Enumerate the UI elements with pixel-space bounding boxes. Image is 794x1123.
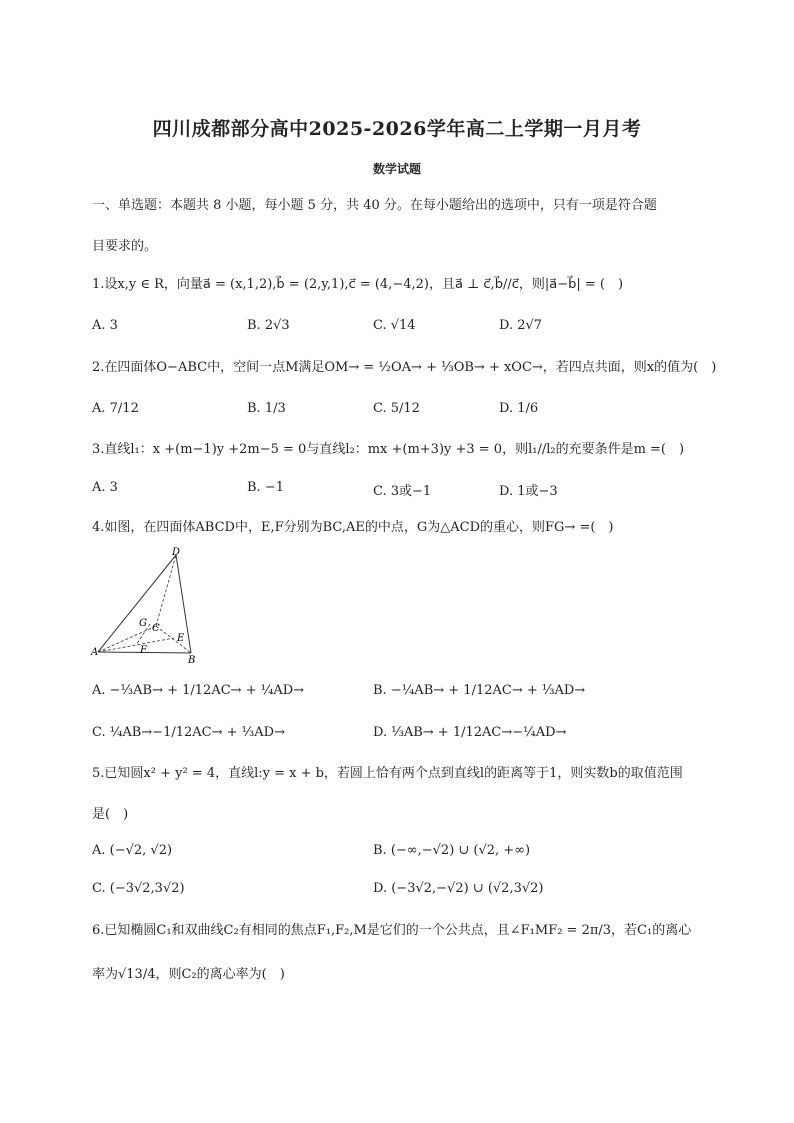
question-5-option-a: A. (−√2, √2) (92, 843, 173, 858)
question-3-option-c: C. 3或−1 (373, 484, 432, 499)
question-3-option-d: D. 1或−3 (499, 484, 558, 499)
question-2-stem: 2.在四面体O−ABC中，空间一点M满足OM→ = ½OA→ + ⅓OB→ + xOC→，若四点共面，则x的值为( ) (92, 360, 717, 375)
question-4-option-d: D. ⅓AB→ + 1/12AC→−¼AD→ (373, 725, 567, 740)
question-1-stem: 1.设x,y ∈ R，向量a⃗ = (x,1,2),b⃗ = (2,y,1),c⃗ = (4,−4,2)，且a⃗ ⊥ c⃗,b⃗//c⃗，则|a⃗−b⃗| = ( ) (92, 277, 624, 292)
question-5-option-b: B. (−∞,−√2) ∪ (√2, +∞) (373, 843, 531, 858)
question-2-option-a: A. 7/12 (92, 401, 139, 416)
question-1-option-c: C. √14 (373, 318, 416, 333)
edge-cd (156, 555, 176, 626)
question-5-option-c: C. (−3√2,3√2) (92, 881, 185, 896)
question-6-stem-line2: 率为√13/4，则C₂的离心率为( ) (92, 967, 285, 982)
label-d: D (172, 547, 181, 558)
label-b: B (188, 655, 196, 666)
question-2-option-b: B. 1/3 (247, 401, 286, 416)
question-1-option-d: D. 2√7 (499, 318, 543, 333)
question-4-option-c: C. ¼AB→−1/12AC→ + ⅓AD→ (92, 725, 285, 740)
section-intro-line1: 一、单选题：本题共 8 小题，每小题 5 分，共 40 分。在每小题给出的选项中，只有一项是符合题 (92, 198, 657, 213)
tetrahedron-figure (90, 545, 210, 667)
edge-ad (98, 555, 176, 652)
label-c: C (152, 623, 160, 634)
question-2-option-c: C. 5/12 (373, 401, 420, 416)
question-5-stem-line2: 是( ) (92, 807, 129, 822)
label-f: F (140, 645, 147, 656)
label-a: A (91, 647, 99, 658)
question-4-stem: 4.如图，在四面体ABCD中，E,F分别为BC,AE的中点，G为△ACD的重心，则FG→ =( ) (92, 520, 614, 535)
label-g: G (139, 618, 147, 629)
question-3-option-a: A. 3 (92, 480, 118, 495)
edge-cb (156, 626, 191, 653)
question-3-stem: 3.直线l₁：x +(m−1)y +2m−5 = 0与直线l₂：mx +(m+3)y +3 = 0，则l₁//l₂的充要条件是m =( ) (92, 442, 685, 457)
section-intro-line2: 目要求的。 (92, 239, 158, 254)
page-title: 四川成都部分高中2025-2026学年高二上学期一月月考 (152, 118, 642, 140)
question-3-option-b: B. −1 (247, 480, 284, 495)
question-4-option-b: B. −¼AB→ + 1/12AC→ + ⅓AD→ (373, 683, 586, 698)
question-4-option-a: A. −⅓AB→ + 1/12AC→ + ¼AD→ (92, 683, 305, 698)
question-6-stem-line1: 6.已知椭圆C₁和双曲线C₂有相同的焦点F₁,F₂,M是它们的一个公共点，且∠F₁MF₂ = 2π/3，若C₁的离心 (92, 923, 692, 938)
edge-ac (98, 626, 156, 652)
label-e: E (177, 633, 185, 644)
question-2-option-d: D. 1/6 (499, 401, 539, 416)
question-1-option-a: A. 3 (92, 318, 118, 333)
question-1-option-b: B. 2√3 (247, 318, 290, 333)
question-5-stem-line1: 5.已知圆x² + y² = 4，直线l:y = x + b，若圆上恰有两个点到直线l的距离等于1，则实数b的取值范围 (92, 766, 683, 781)
page-subtitle: 数学试题 (372, 162, 421, 176)
question-5-option-d: D. (−3√2,−√2) ∪ (√2,3√2) (373, 881, 544, 896)
